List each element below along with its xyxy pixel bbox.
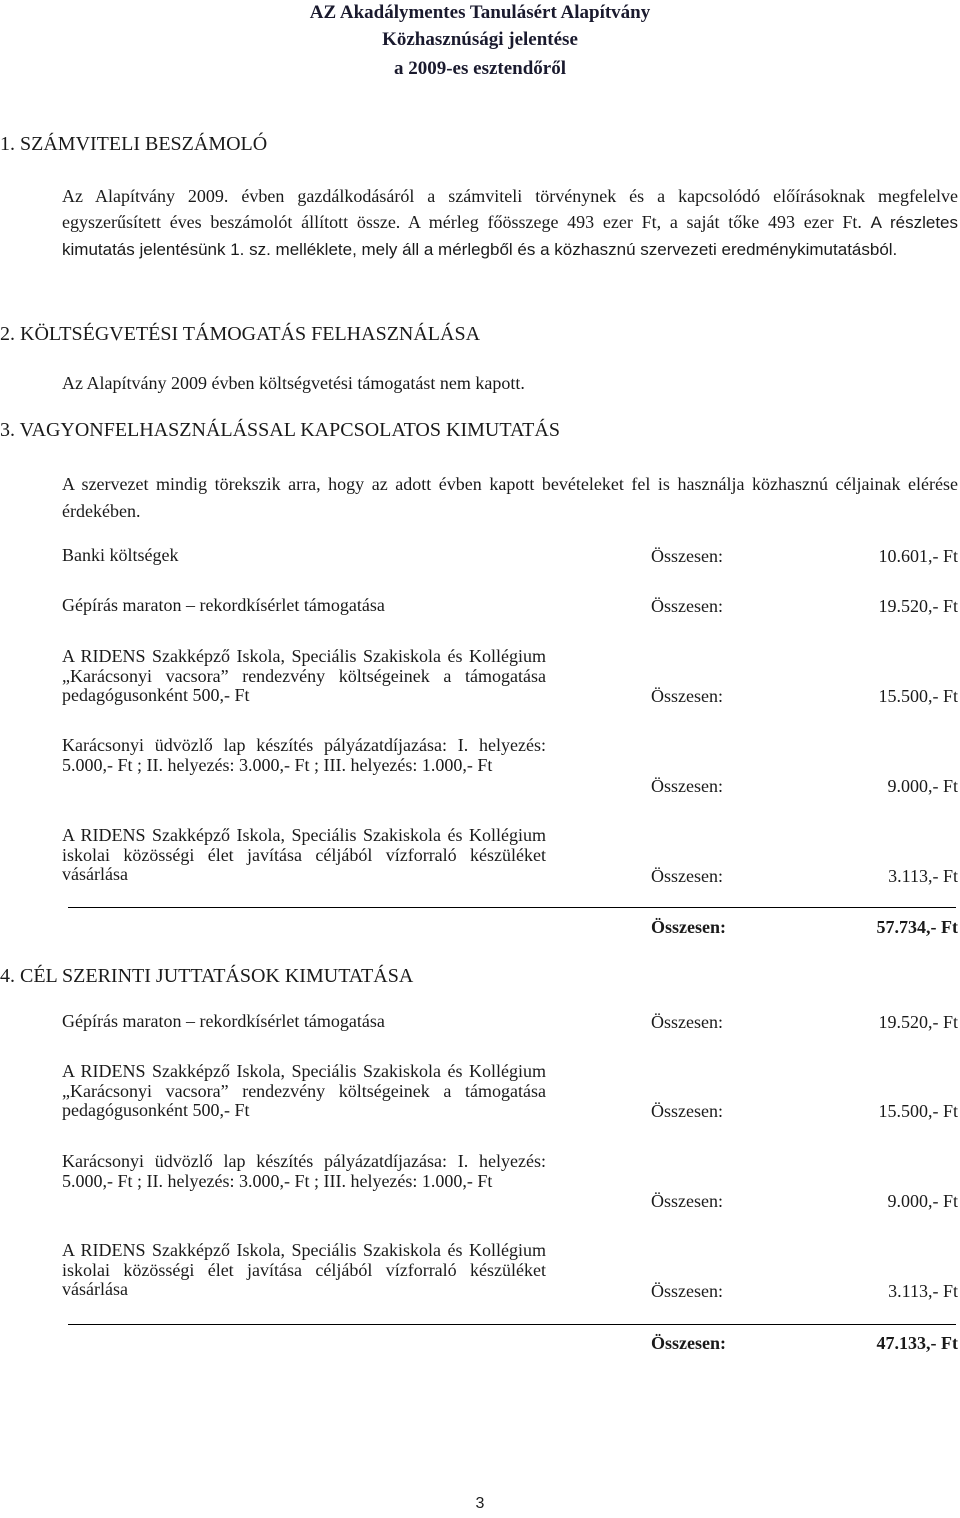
s4-row-label: A RIDENS Szakképző Iskola, Speciális Szakiskola és Kollégium iskolai közösségi élet javítása céljából vízforraló készüléket vásárlása [62, 1240, 546, 1299]
section-3-total-divider [68, 907, 956, 908]
s3-row-label: Karácsonyi üdvözlő lap készítés pályázatdíjazása: I. helyezés: 5.000,- Ft ; II. helyezés: 3.000,- Ft ; III. helyezés: 1.000,- Ft [62, 735, 546, 775]
document-year: a 2009-es esztendőről [393, 58, 567, 79]
s4-row-amount: 3.113,- Ft [888, 1281, 958, 1301]
s3-row-amount: 15.500,- Ft [878, 686, 958, 706]
s3-row-amount: 19.520,- Ft [878, 596, 958, 616]
s3-row-amount: 9.000,- Ft [887, 776, 958, 796]
section-3-total-label: Összesen: [651, 917, 726, 937]
page-number: 3 [475, 1495, 485, 1512]
section-2-text: Az Alapítvány 2009 évben költségvetési támogatást nem kapott. [62, 373, 525, 393]
s4-row-amount: 15.500,- Ft [878, 1101, 958, 1121]
s3-row-osszesen: Összesen: [651, 546, 723, 566]
s4-row-amount: 19.520,- Ft [878, 1012, 958, 1032]
section-1-paragraph [62, 183, 958, 263]
s4-row-osszesen: Összesen: [651, 1012, 723, 1032]
document-subtitle: Közhasznúsági jelentése [382, 29, 578, 50]
s4-row-osszesen: Összesen: [651, 1101, 723, 1121]
s3-row-osszesen: Összesen: [651, 776, 723, 796]
s3-row-label: Gépírás maraton – rekordkísérlet támogatása [62, 595, 385, 615]
section-3-title: 3. VAGYONFELHASZNÁLÁSSAL KAPCSOLATOS KIMUTATÁS [0, 419, 560, 441]
s3-row-label: A RIDENS Szakképző Iskola, Speciális Szakiskola és Kollégium iskolai közösségi élet javítása céljából vízforraló készüléket vásárlása [62, 825, 546, 884]
s3-row-osszesen: Összesen: [651, 596, 723, 616]
s4-row-amount: 9.000,- Ft [887, 1191, 958, 1211]
s3-row-amount: 3.113,- Ft [888, 866, 958, 886]
section-4-total-label: Összesen: [651, 1333, 726, 1353]
s4-row-label: A RIDENS Szakképző Iskola, Speciális Szakiskola és Kollégium „Karácsonyi vacsora” rendezvény költségeinek a támogatása pedagógusonként 500,- Ft [62, 1061, 546, 1120]
section-4-total-divider [68, 1324, 956, 1325]
s3-row-osszesen: Összesen: [651, 686, 723, 706]
s4-row-label: Gépírás maraton – rekordkísérlet támogatása [62, 1011, 385, 1031]
section-3-intro: A szervezet mindig törekszik arra, hogy az adott évben kapott bevételeket fel is használja közhasznú céljainak elérése érdekében. [62, 474, 958, 521]
section-2-title: 2. KÖLTSÉGVETÉSI TÁMOGATÁS FELHASZNÁLÁSA [0, 323, 481, 345]
section-1-text-part2: A részletes kimutatás jelentésünk 1. sz. melléklete, mely áll a mérlegből és a közhasznú szervezeti eredménykimutatásból. [62, 213, 958, 259]
s3-row-label: A RIDENS Szakképző Iskola, Speciális Szakiskola és Kollégium „Karácsonyi vacsora” rendezvény költségeinek a támogatása pedagógusonként 500,- Ft [62, 646, 546, 705]
section-1-text-part1: Az Alapítvány 2009. évben gazdálkodásáról a számviteli törvénynek és a kapcsolódó előírásoknak megfelelve egyszerűsített éves beszámolót állított össze. A mérleg főösszege 493 ezer Ft, a saját tőke 493 ezer Ft. [62, 186, 958, 232]
section-4-total-amount: 47.133,- Ft [876, 1333, 958, 1353]
document-title: AZ Akadálymentes Tanulásért Alapítvány [309, 2, 651, 23]
section-4-title: 4. CÉL SZERINTI JUTTATÁSOK KIMUTATÁSA [0, 965, 414, 987]
s4-row-osszesen: Összesen: [651, 1191, 723, 1211]
s4-row-osszesen: Összesen: [651, 1281, 723, 1301]
s3-row-amount: 10.601,- Ft [878, 546, 958, 566]
section-3-total-amount: 57.734,- Ft [876, 917, 958, 937]
s3-row-label: Banki költségek [62, 545, 179, 565]
s4-row-label: Karácsonyi üdvözlő lap készítés pályázatdíjazása: I. helyezés: 5.000,- Ft ; II. helyezés: 3.000,- Ft ; III. helyezés: 1.000,- Ft [62, 1151, 546, 1191]
section-1-title: 1. SZÁMVITELI BESZÁMOLÓ [0, 133, 268, 155]
s3-row-osszesen: Összesen: [651, 866, 723, 886]
